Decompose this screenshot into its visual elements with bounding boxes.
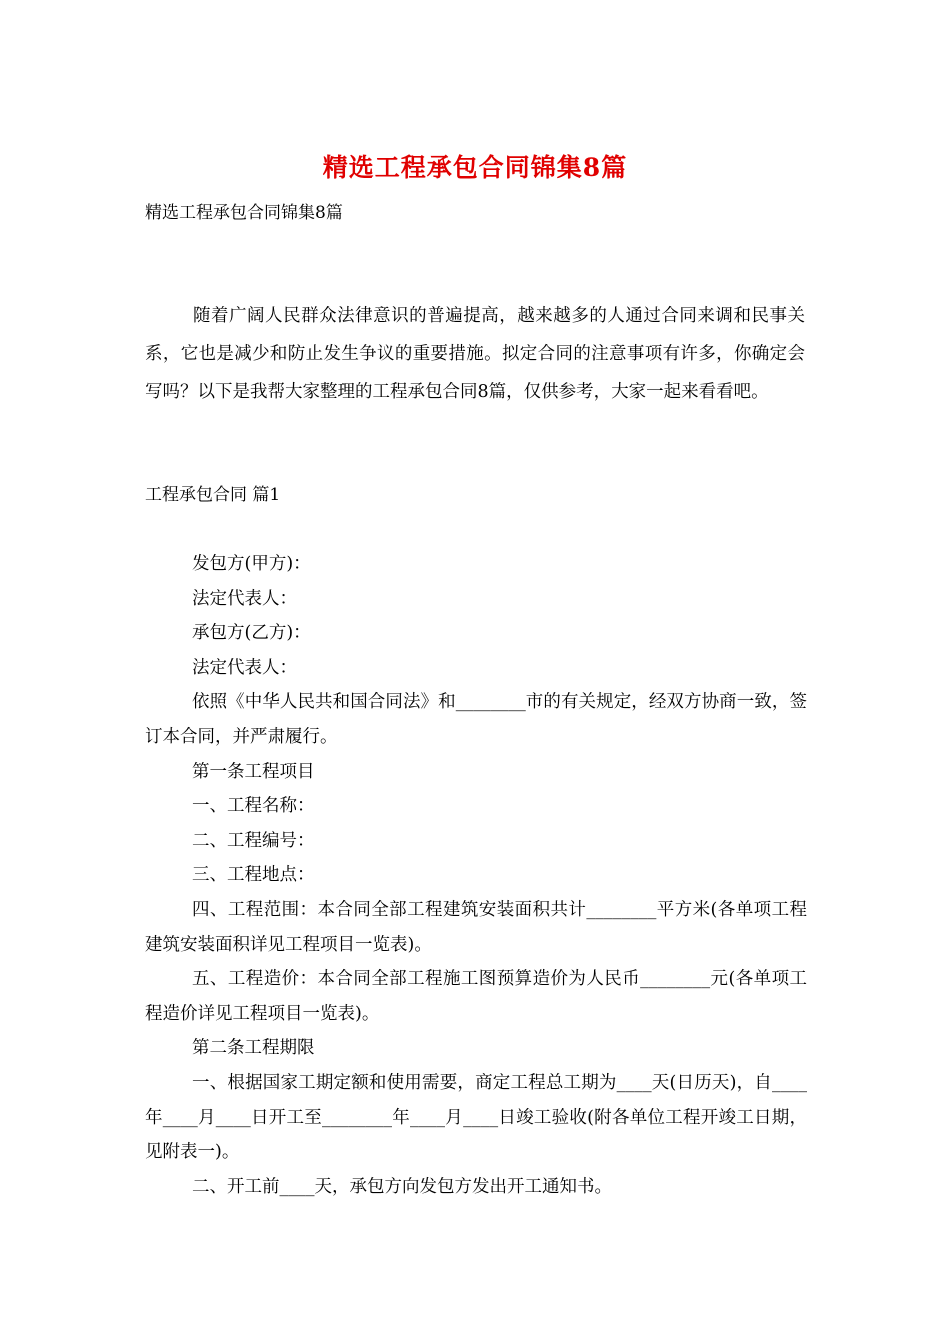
clause-project-name: 一、工程名称： [192, 796, 315, 817]
clause-project-cost: 五、工程造价：本合同全部工程施工图预算造价为人民币________元(各单项工程造价详见工程项目一览表)。 [145, 969, 807, 1024]
clause-legal-basis: 依照《中华人民共和国合同法》和________市的有关规定，经双方协商一致，签订本合同，并严肃履行。 [145, 692, 807, 747]
clause-party-a: 发包方(甲方)： [192, 554, 311, 574]
clause-project-location: 三、工程地点： [192, 865, 315, 886]
contract-body [145, 547, 807, 1204]
intro-paragraph: 随着广阔人民群众法律意识的普遍提高，越来越多的人通过合同来调和民事关系，它也是减少和防止发生争议的重要措施。拟定合同的注意事项有许多，你确定会写吗？以下是我帮大家整理的工程承包合同8篇，仅供参考，大家一起来看看吧。 [145, 306, 805, 402]
article-1-heading: 第一条工程项目 [192, 761, 315, 782]
clause-total-duration: 一、根据国家工期定额和使用需要，商定工程总工期为____天(日历天)，自____年____月____日开工至________年____月____日竣工验收(附各单位工程开竣工日期，见附表一)。 [145, 1072, 807, 1163]
clause-party-b: 承包方(乙方)： [192, 623, 311, 644]
document-title: 精选工程承包合同锦集8篇 [322, 153, 628, 182]
article-2-heading: 第二条工程期限 [192, 1038, 315, 1059]
clause-project-number: 二、工程编号： [192, 830, 315, 851]
section-title: 工程承包合同 篇1 [145, 485, 281, 505]
clause-party-a-representative: 法定代表人： [192, 588, 297, 609]
clause-project-scope: 四、工程范围：本合同全部工程建筑安装面积共计________平方米(各单项工程建筑安装面积详见工程项目一览表)。 [145, 899, 807, 955]
document-subtitle: 精选工程承包合同锦集8篇 [145, 203, 343, 223]
clause-party-b-representative: 法定代表人： [192, 657, 297, 678]
clause-start-notice: 二、开工前____天，承包方向发包方发出开工通知书。 [192, 1176, 612, 1197]
